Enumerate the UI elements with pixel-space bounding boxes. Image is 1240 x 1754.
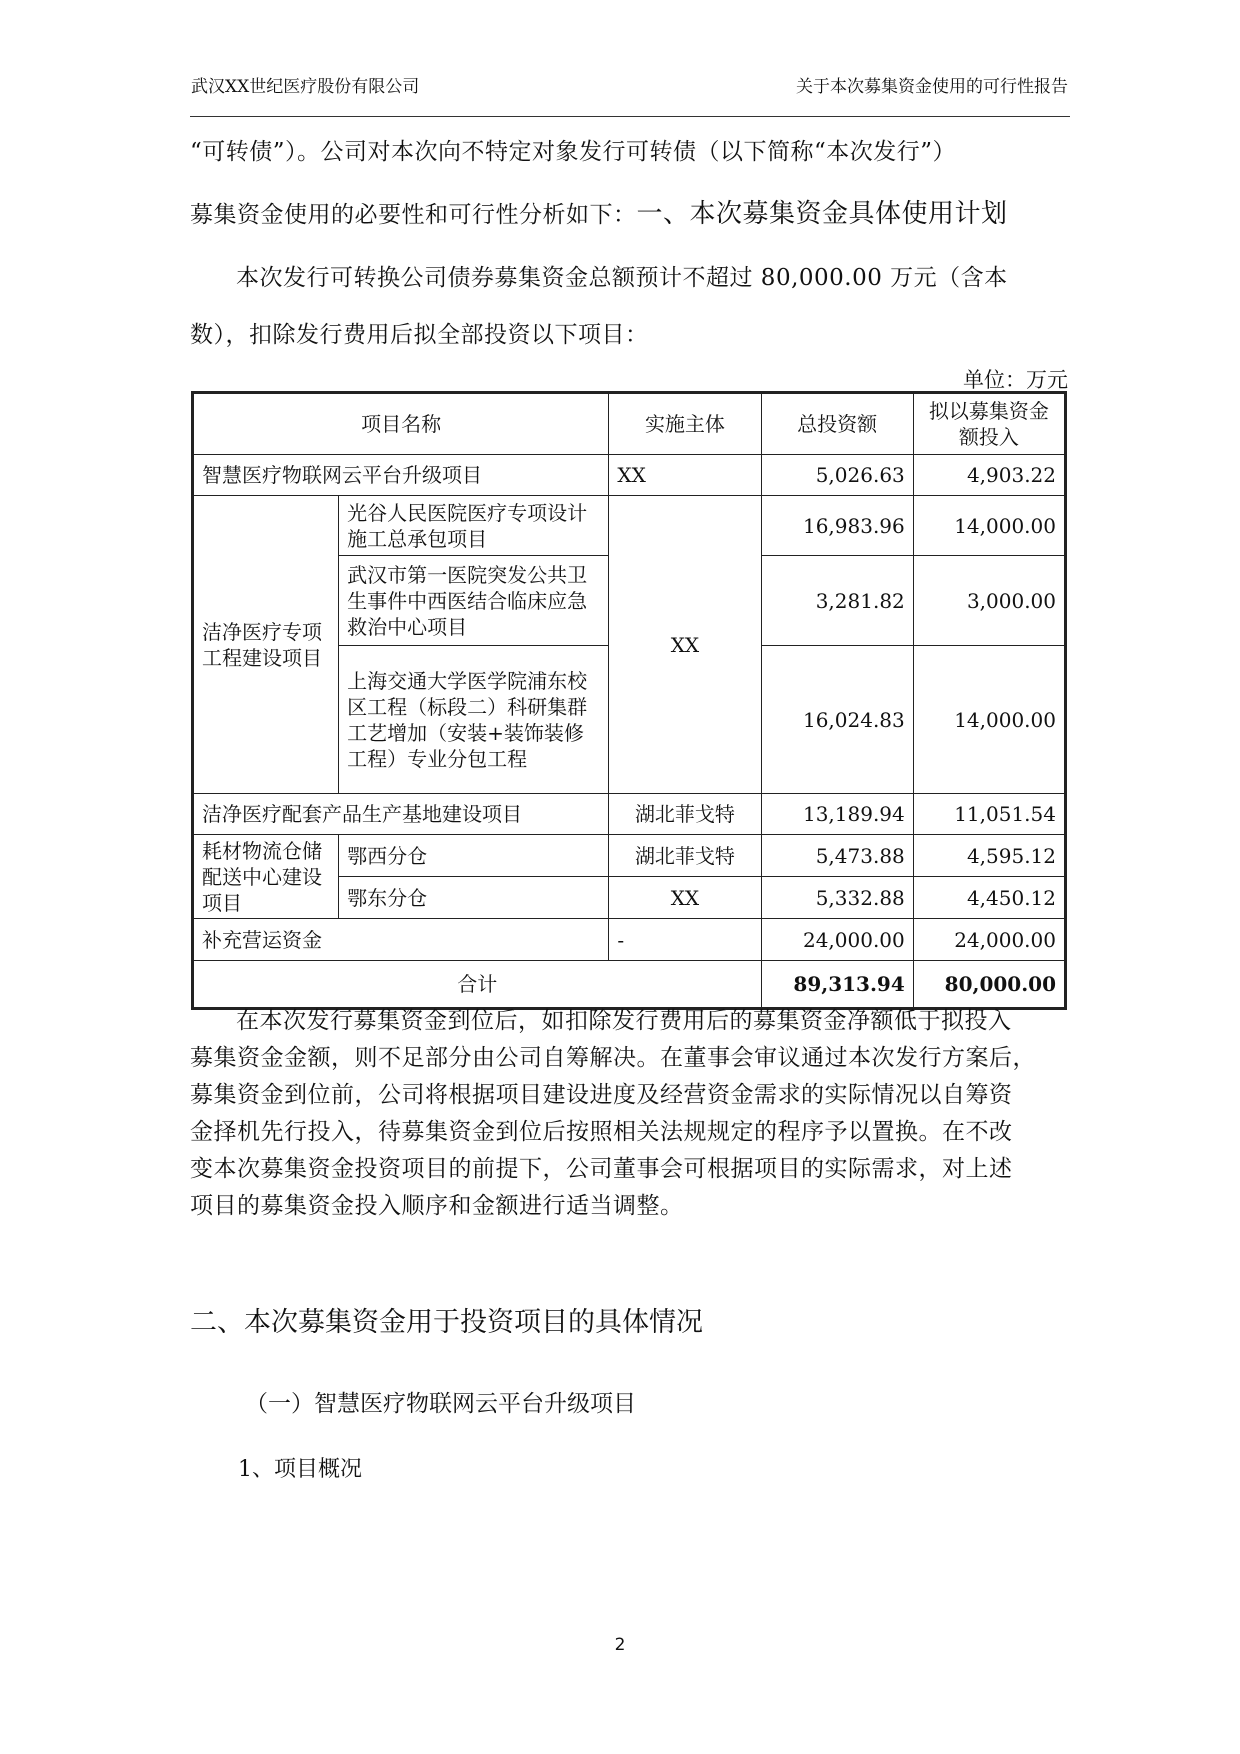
table-total-row — [193, 961, 1066, 1009]
section-heading-1: 一、本次募集资金具体使用计划 — [636, 199, 1008, 229]
plan-line1: 本次发行可转换公司债券募集资金总额预计不超过 80,000.00 万元（含本 — [236, 265, 1008, 291]
funding-line: 金择机先行投入，待募集资金到位后按照相关法规规定的程序予以置换。在不改 — [190, 1119, 1013, 1145]
intro-line2: 募集资金使用的必要性和可行性分析如下： — [190, 202, 637, 228]
total-label: 合计 — [193, 961, 762, 1009]
row-name: 洁净医疗配套产品生产基地建设项目 — [193, 794, 609, 835]
table-row — [193, 496, 1066, 556]
group-name: 耗材物流仓储配送中心建设项目 — [193, 835, 339, 919]
header-rule — [190, 116, 1070, 117]
total-raise: 80,000.00 — [913, 961, 1065, 1009]
row-entity: - — [609, 919, 761, 961]
table-row — [193, 919, 1066, 961]
row-total: 24,000.00 — [761, 919, 913, 961]
funding-line: 变本次募集资金投资项目的前提下，公司董事会可根据项目的实际需求，对上述 — [190, 1156, 1013, 1182]
header-total: 总投资额 — [761, 393, 913, 455]
funding-line: 募集资金金额，则不足部分由公司自筹解决。在董事会审议通过本次发行方案后， — [190, 1045, 1036, 1071]
intro-line2-wrap — [190, 196, 1080, 234]
header-doc-title: 关于本次募集资金使用的可行性报告 — [796, 77, 1068, 97]
row-raise: 11,051.54 — [913, 794, 1065, 835]
header-project-name: 项目名称 — [193, 393, 609, 455]
row-name: 光谷人民医院医疗专项设计施工总承包项目 — [339, 496, 609, 556]
row-name: 鄂东分仓 — [339, 877, 609, 919]
group-entity: XX — [609, 496, 761, 794]
header-raise: 拟以募集资金额投入 — [913, 393, 1065, 455]
funding-line: 项目的募集资金投入顺序和金额进行适当调整。 — [190, 1193, 684, 1219]
table-row — [193, 835, 1066, 877]
row-total: 16,024.83 — [761, 646, 913, 794]
plan-paragraph — [190, 260, 1080, 354]
item-heading: 1、项目概况 — [238, 1457, 362, 1482]
row-raise: 3,000.00 — [913, 556, 1065, 646]
subsection-heading: （一）智慧医疗物联网云平台升级项目 — [245, 1391, 636, 1417]
row-total: 5,026.63 — [761, 455, 913, 496]
row-raise: 24,000.00 — [913, 919, 1065, 961]
row-name: 武汉市第一医院突发公共卫生事件中西医结合临床应急救治中心项目 — [339, 556, 609, 646]
funds-table — [191, 391, 1067, 1010]
table-header-row — [193, 393, 1066, 455]
group-name: 洁净医疗专项工程建设项目 — [193, 496, 339, 794]
row-name: 补充营运资金 — [193, 919, 609, 961]
row-total: 3,281.82 — [761, 556, 913, 646]
row-raise: 14,000.00 — [913, 496, 1065, 556]
row-entity: XX — [609, 877, 761, 919]
intro-line1: “可转债”）。公司对本次向不特定对象发行可转债（以下简称“本次发行”） — [190, 139, 957, 165]
plan-line2: 数），扣除发行费用后拟全部投资以下项目： — [190, 322, 649, 348]
funding-line: 在本次发行募集资金到位后，如扣除发行费用后的募集资金净额低于拟投入 — [236, 1008, 1012, 1034]
table-row — [193, 455, 1066, 496]
row-name: 上海交通大学医学院浦东校区工程（标段二）科研集群工艺增加（安装+装饰装修工程）专业分包工程 — [339, 646, 609, 794]
row-name: 智慧医疗物联网云平台升级项目 — [193, 455, 609, 496]
row-name: 鄂西分仓 — [339, 835, 609, 877]
unit-label: 单位：万元 — [963, 368, 1068, 392]
funding-paragraph — [190, 1003, 1080, 1225]
row-total: 5,473.88 — [761, 835, 913, 877]
row-raise: 4,450.12 — [913, 877, 1065, 919]
table-row — [193, 794, 1066, 835]
row-raise: 14,000.00 — [913, 646, 1065, 794]
row-total: 13,189.94 — [761, 794, 913, 835]
page-number: 2 — [614, 1635, 626, 1655]
header-entity: 实施主体 — [609, 393, 761, 455]
row-entity: 湖北菲戈特 — [609, 794, 761, 835]
header-company: 武汉XX世纪医疗股份有限公司 — [191, 77, 420, 97]
funding-line: 募集资金到位前，公司将根据项目建设进度及经营资金需求的实际情况以自筹资 — [190, 1082, 1013, 1108]
total-total: 89,313.94 — [761, 961, 913, 1009]
intro-paragraph — [190, 134, 1080, 234]
row-raise: 4,595.12 — [913, 835, 1065, 877]
row-total: 16,983.96 — [761, 496, 913, 556]
row-total: 5,332.88 — [761, 877, 913, 919]
row-raise: 4,903.22 — [913, 455, 1065, 496]
section-heading-2: 二、本次募集资金用于投资项目的具体情况 — [190, 1307, 703, 1338]
row-entity: 湖北菲戈特 — [609, 835, 761, 877]
row-entity: XX — [609, 455, 761, 496]
